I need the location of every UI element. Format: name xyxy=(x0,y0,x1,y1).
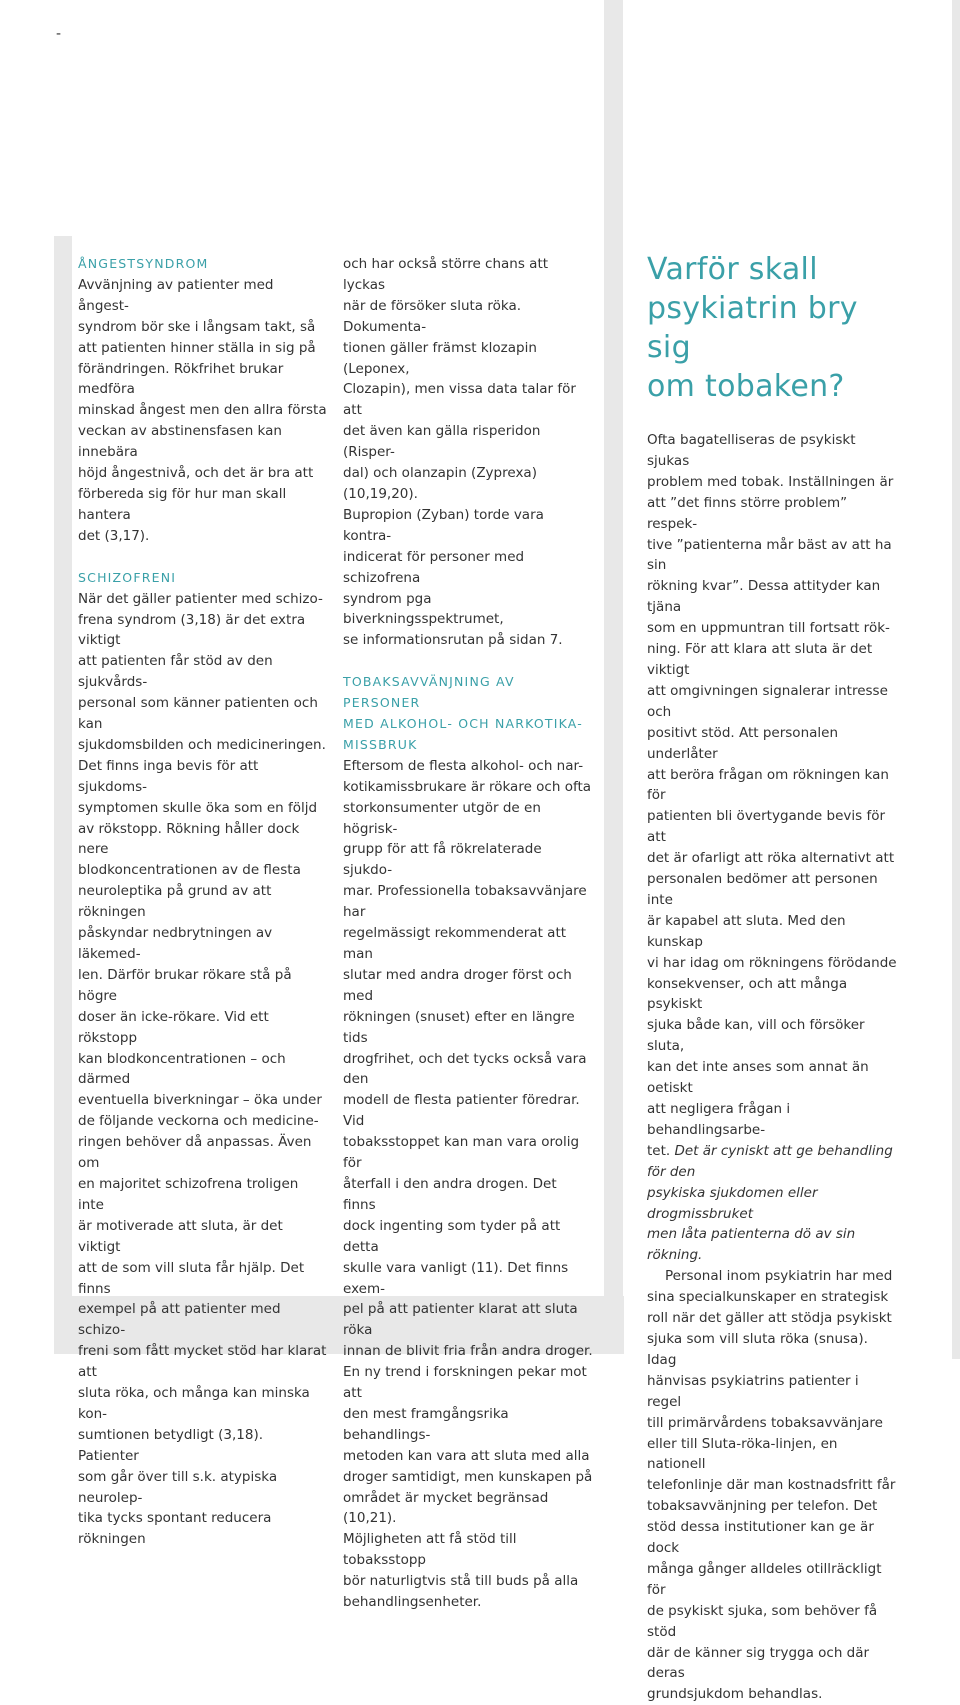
text-line: patienten bli övertygande bevis för att xyxy=(647,808,886,846)
text-line: till primärvårdens tobaksavvänjare xyxy=(647,1414,883,1431)
text-line: len. Därför brukar rökare stå på högre xyxy=(78,966,292,1004)
text-line: exempel på att patienter med schizo- xyxy=(78,1301,281,1339)
text-line: modell de flesta patienter föredrar. Vid xyxy=(343,1092,580,1130)
text-line: bör naturligtvis stå till buds på alla xyxy=(343,1573,579,1590)
text-line: är motiverade att sluta, är det viktigt xyxy=(78,1217,283,1255)
heading-line: TOBAKSAVVÄNJNING AV PERSONER xyxy=(343,674,515,711)
text-line: eller till Sluta-röka-linjen, en nationell xyxy=(647,1435,838,1473)
paragraph-angestsyndrom xyxy=(78,275,328,547)
text-line: grundsjukdom behandlas. xyxy=(647,1686,823,1703)
text-line: sjuka som vill sluta röka (snusa). Idag xyxy=(647,1330,868,1368)
text-line: droger samtidigt, men kunskapen på xyxy=(343,1468,593,1485)
text-line: kan det inte anses som annat än oetiskt xyxy=(647,1059,869,1097)
text-line: behandlingsenheter. xyxy=(343,1594,482,1611)
text-line: problem med tobak. Inställningen är xyxy=(647,473,894,490)
text-line: frena syndrom (3,18) är det extra viktigt xyxy=(78,611,306,649)
text-line: drogfrihet, och det tycks också vara den xyxy=(343,1050,587,1088)
text-italic: Det är cyniskt att ge behandling för den xyxy=(647,1142,893,1180)
text-line: den mest framgångsrika behandlings- xyxy=(343,1405,509,1443)
text-line: tive ”patienterna mår bäst av att ha sin xyxy=(647,536,892,574)
text-line: konsekvenser, och att många psykiskt xyxy=(647,975,848,1013)
text-line: att negligera frågan i behandlingsarbe- xyxy=(647,1101,791,1138)
text-line: att omgivningen signalerar intresse och xyxy=(647,682,888,720)
paragraph-continuation xyxy=(343,254,593,651)
paragraph-tobaksavvanjning xyxy=(343,756,593,1613)
text-line: grupp för att få rökrelaterade sjukdo- xyxy=(343,841,542,879)
text-line-italic: psykiska sjukdomen eller drogmissbruket xyxy=(647,1184,818,1222)
text-line: eventuella biverkningar – öka under xyxy=(78,1092,322,1109)
text-line: syndrom pga biverkningsspektrumet, xyxy=(343,590,504,628)
paragraph-schizofreni xyxy=(78,589,328,1551)
text-line: ringen behöver då anpassas. Även om xyxy=(78,1134,312,1172)
text-line: personal som känner patienten och kan xyxy=(78,695,318,733)
text-line: innan de blivit fria från andra droger. xyxy=(343,1343,593,1360)
text-line: de psykiskt sjuka, som behöver få stöd xyxy=(647,1602,878,1640)
text-line: återfall i den andra drogen. Det finns xyxy=(343,1175,557,1213)
text-line: kan blodkoncentrationen – och därmed xyxy=(78,1050,286,1088)
text-line: rökningen (snuset) efter en längre tids xyxy=(343,1008,575,1046)
text-line: som en uppmuntran till fortsatt rök- xyxy=(647,620,890,637)
text-line: av rökstopp. Rökning håller dock nere xyxy=(78,820,300,858)
text-line: pel på att patienter klarat att sluta röka xyxy=(343,1301,578,1339)
text-line: veckan av abstinensfasen kan innebära xyxy=(78,423,282,461)
text-line: regelmässigt rekommenderat att man xyxy=(343,925,567,962)
text-line: När det gäller patienter med schizo- xyxy=(78,590,323,607)
text-line: sjukdomsbilden och medicineringen. xyxy=(78,736,326,753)
text-line: tobaksavvänjning per telefon. Det xyxy=(647,1498,878,1515)
text-line: det även kan gälla risperidon (Risper- xyxy=(343,423,541,461)
text-line: stöd dessa institutioner kan ge är dock xyxy=(647,1519,874,1557)
text-line: och har också större chans att lyckas xyxy=(343,256,549,293)
text-line: rökning kvar”. Dessa attityder kan tjäna xyxy=(647,578,881,616)
text-line: Det finns inga bevis för att sjukdoms- xyxy=(78,757,259,795)
text-line: Avvänjning av patienter med ångest- xyxy=(78,276,274,314)
text-line: metoden kan vara att sluta med alla xyxy=(343,1447,590,1464)
feature-heading xyxy=(647,250,897,406)
text-line: ning. För att klara att sluta är det viktigt xyxy=(647,641,873,678)
text-line: att patienten får stöd av den sjukvårds- xyxy=(78,653,273,691)
text-line: sumtionen betydligt (3,18). Patienter xyxy=(78,1426,264,1464)
text-line: slutar med andra droger först och med xyxy=(343,966,572,1004)
text-line: Eftersom de flesta alkohol- och nar- xyxy=(343,757,584,774)
text-line: att ”det finns större problem” respek- xyxy=(647,494,848,532)
text-line: doser än icke-rökare. Vid ett rökstopp xyxy=(78,1008,269,1046)
text-line: symptomen skulle öka som en följd xyxy=(78,799,318,816)
text-line: är kapabel att sluta. Med den kunskap xyxy=(647,912,846,950)
text-line: Bupropion (Zyban) torde vara kontra- xyxy=(343,506,544,544)
text-line: skulle vara vanligt (11). Det finns exem- xyxy=(343,1259,569,1297)
text-line: kotikamissbrukare är rökare och ofta xyxy=(343,778,592,795)
feature-heading-line: Varför skall xyxy=(647,252,818,287)
text-line: att beröra frågan om rökningen kan för xyxy=(647,766,889,804)
text-line: blodkoncentrationen av de flesta xyxy=(78,862,301,879)
text-line: Personal inom psykiatrin har med xyxy=(665,1268,893,1285)
gray-band-left xyxy=(54,236,72,1306)
paragraph-bagatelliseras xyxy=(647,430,897,1266)
text-line: tionen gäller främst klozapin (Leponex, xyxy=(343,339,537,377)
text-line: området är mycket begränsad (10,21). xyxy=(343,1489,549,1527)
text-line: förbereda sig för hur man skall hantera xyxy=(78,485,287,523)
text-line: se informationsrutan på sidan 7. xyxy=(343,632,563,649)
feature-heading-line: psykiatrin bry sig xyxy=(647,291,858,365)
text-line-italic: men låta patienterna dö av sin rökning. xyxy=(647,1226,856,1264)
text-line: förändringen. Rökfrihet brukar medföra xyxy=(78,360,284,398)
feature-heading-line: om tobaken? xyxy=(647,369,845,404)
gray-band-far-right xyxy=(952,0,960,1359)
page-marker-dash: - xyxy=(56,26,62,42)
text-line: som går över till s.k. atypiska neurolep- xyxy=(78,1468,278,1506)
text-line: storkonsumenter utgör de en högrisk- xyxy=(343,799,541,837)
text-line: freni som fått mycket stöd har klarat att xyxy=(78,1343,327,1381)
text-line: roll när det gäller att stödja psykiskt xyxy=(647,1310,892,1327)
text-line: mar. Professionella tobaksavvänjare har xyxy=(343,883,587,921)
text-line: personalen bedömer att personen inte xyxy=(647,871,878,908)
text-line: när de försöker sluta röka. Dokumenta- xyxy=(343,297,522,335)
text-line: minskad ångest men den allra första xyxy=(78,402,327,419)
section-heading-angestsyndrom: ÅNGESTSYNDROM xyxy=(78,256,209,271)
text-line: neuroleptika på grund av att rökningen xyxy=(78,883,272,921)
text-line: där de känner sig trygga och där deras xyxy=(647,1644,870,1682)
column-right xyxy=(647,250,897,1705)
text-line: många gånger alldeles otillräckligt för xyxy=(647,1560,882,1598)
text-plain: tet. xyxy=(647,1142,675,1159)
section-heading-tobaksavvanjning xyxy=(343,672,593,756)
text-line: dal) och olanzapin (Zyprexa) (10,19,20). xyxy=(343,465,537,502)
heading-line: MED ALKOHOL- OCH NARKOTIKA- xyxy=(343,716,583,732)
text-line: påskyndar nedbrytningen av läkemed- xyxy=(78,925,273,962)
text-line: sluta röka, och många kan minska kon- xyxy=(78,1385,310,1422)
text-line: det (3,17). xyxy=(78,527,150,544)
text-line: sjuka både kan, vill och försöker sluta, xyxy=(647,1017,865,1055)
text-line: dock ingenting som tyder på att detta xyxy=(343,1217,561,1255)
text-line: indicerat för personer med schizofrena xyxy=(343,548,525,586)
column-left xyxy=(78,254,328,1550)
text-line: höjd ångestnivå, och det är bra att xyxy=(78,465,314,482)
text-line: hänvisas psykiatrins patienter i regel xyxy=(647,1372,859,1410)
text-line: En ny trend i forskningen pekar mot att xyxy=(343,1364,587,1402)
column-middle xyxy=(343,254,593,1613)
text-line: tika tycks spontant reducera rökningen xyxy=(78,1510,272,1548)
text-line: det är ofarligt att röka alternativt att xyxy=(647,850,895,867)
heading-line: MISSBRUK xyxy=(343,736,418,752)
text-line: positivt stöd. Att personalen underlåter xyxy=(647,724,839,762)
text-line: telefonlinje där man kostnadsfritt får xyxy=(647,1477,896,1494)
text-line: en majoritet schizofrena troligen inte xyxy=(78,1175,299,1213)
paragraph-personal xyxy=(647,1266,897,1705)
gray-band-right xyxy=(604,0,623,1300)
text-line: vi har idag om rökningens förödande xyxy=(647,954,897,971)
section-heading-schizofreni: SCHIZOFRENI xyxy=(78,569,177,585)
text-line: Ofta bagatelliseras de psykiskt sjukas xyxy=(647,432,856,469)
text-line: Möjligheten att få stöd till tobaksstopp xyxy=(343,1531,517,1569)
text-line: syndrom bör ske i långsam takt, så xyxy=(78,318,316,335)
text-line: tobaksstoppet kan man vara orolig för xyxy=(343,1134,580,1172)
text-line: att de som vill sluta får hjälp. Det finns xyxy=(78,1259,305,1297)
text-line: sina specialkunskaper en strategisk xyxy=(647,1289,889,1306)
text-line xyxy=(647,1141,897,1183)
text-line: att patienten hinner ställa in sig på xyxy=(78,339,316,356)
text-line: de följande veckorna och medicine- xyxy=(78,1113,319,1130)
text-line: Clozapin), men vissa data talar för att xyxy=(343,381,576,419)
